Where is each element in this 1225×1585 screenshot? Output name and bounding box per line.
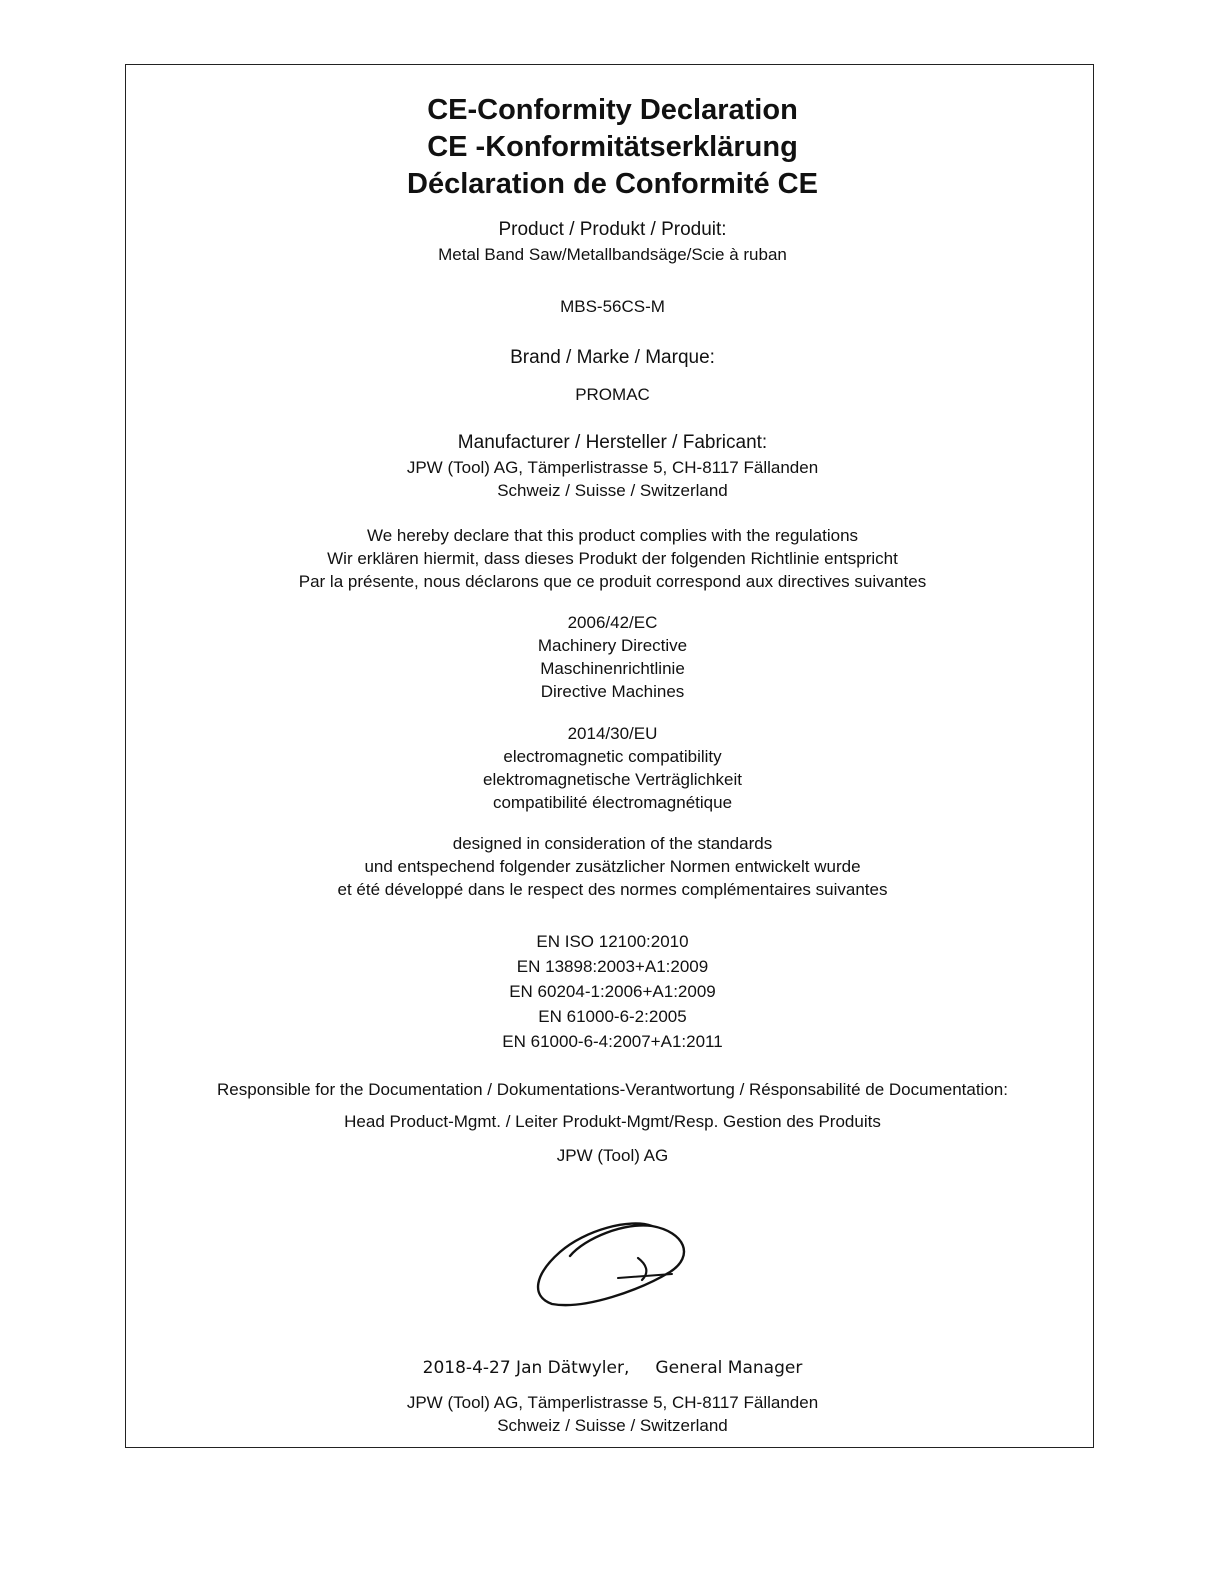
responsible-label: Responsible for the Documentation / Dokumentations-Verantwortung / Résponsabilité de Documentation: (217, 1080, 1008, 1099)
brand-name: PROMAC (575, 385, 650, 404)
signatory-title: General Manager (655, 1358, 803, 1378)
brand-label: Brand / Marke / Marque: (510, 347, 715, 368)
directive-name-de: Maschinenrichtlinie (540, 659, 685, 678)
declaration-en: We hereby declare that this product complies with the regulations (366, 526, 859, 545)
title-de: CE -Konformitätserklärung (427, 131, 798, 163)
responsible-company: JPW (Tool) AG (556, 1146, 669, 1165)
standard-item: EN ISO 12100:2010 (536, 932, 689, 951)
standards-intro-en: designed in consideration of the standards (452, 834, 773, 853)
declaration-fr: Par la présente, nous déclarons que ce produit correspond aux directives suivantes (298, 572, 927, 591)
signatory-line (0, 1358, 1225, 1378)
footer-address: JPW (Tool) AG, Tämperlistrasse 5, CH-8117 Fällanden (406, 1393, 819, 1412)
directive-code: 2006/42/EC (567, 613, 658, 632)
product-model: MBS-56CS-M (560, 297, 665, 316)
responsible-role: Head Product-Mgmt. / Leiter Produkt-Mgmt/Resp. Gestion des Produits (344, 1112, 881, 1131)
signatory-date-name: 2018-4-27 Jan Dätwyler, (422, 1358, 630, 1378)
standards-intro-fr: et été développé dans le respect des normes complémentaires suivantes (337, 880, 888, 899)
directive-name-fr: compatibilité électromagnétique (492, 793, 733, 812)
signature-image (530, 1218, 695, 1313)
directive-code: 2014/30/EU (567, 724, 658, 743)
title-fr: Déclaration de Conformité CE (407, 168, 818, 200)
standard-item: EN 61000-6-4:2007+A1:2011 (502, 1032, 723, 1051)
manufacturer-country: Schweiz / Suisse / Switzerland (497, 481, 728, 500)
manufacturer-label: Manufacturer / Hersteller / Fabricant: (457, 432, 768, 453)
title-en: CE-Conformity Declaration (427, 94, 798, 126)
footer-country: Schweiz / Suisse / Switzerland (497, 1416, 728, 1435)
standards-intro-de: und entspechend folgender zusätzlicher Normen entwickelt wurde (364, 857, 861, 876)
product-label: Product / Produkt / Produit: (498, 219, 727, 240)
directive-name-fr: Directive Machines (540, 682, 685, 701)
declaration-de: Wir erklären hiermit, dass dieses Produkt der folgenden Richtlinie entspricht (327, 549, 898, 568)
manufacturer-address: JPW (Tool) AG, Tämperlistrasse 5, CH-8117 Fällanden (406, 458, 819, 477)
product-name: Metal Band Saw/Metallbandsäge/Scie à ruban (438, 245, 787, 264)
standard-item: EN 13898:2003+A1:2009 (516, 957, 709, 976)
directive-name-en: Machinery Directive (537, 636, 688, 655)
directive-name-de: elektromagnetische Verträglichkeit (483, 770, 742, 789)
standard-item: EN 60204-1:2006+A1:2009 (509, 982, 716, 1001)
standard-item: EN 61000-6-2:2005 (538, 1007, 687, 1026)
directive-name-en: electromagnetic compatibility (503, 747, 722, 766)
